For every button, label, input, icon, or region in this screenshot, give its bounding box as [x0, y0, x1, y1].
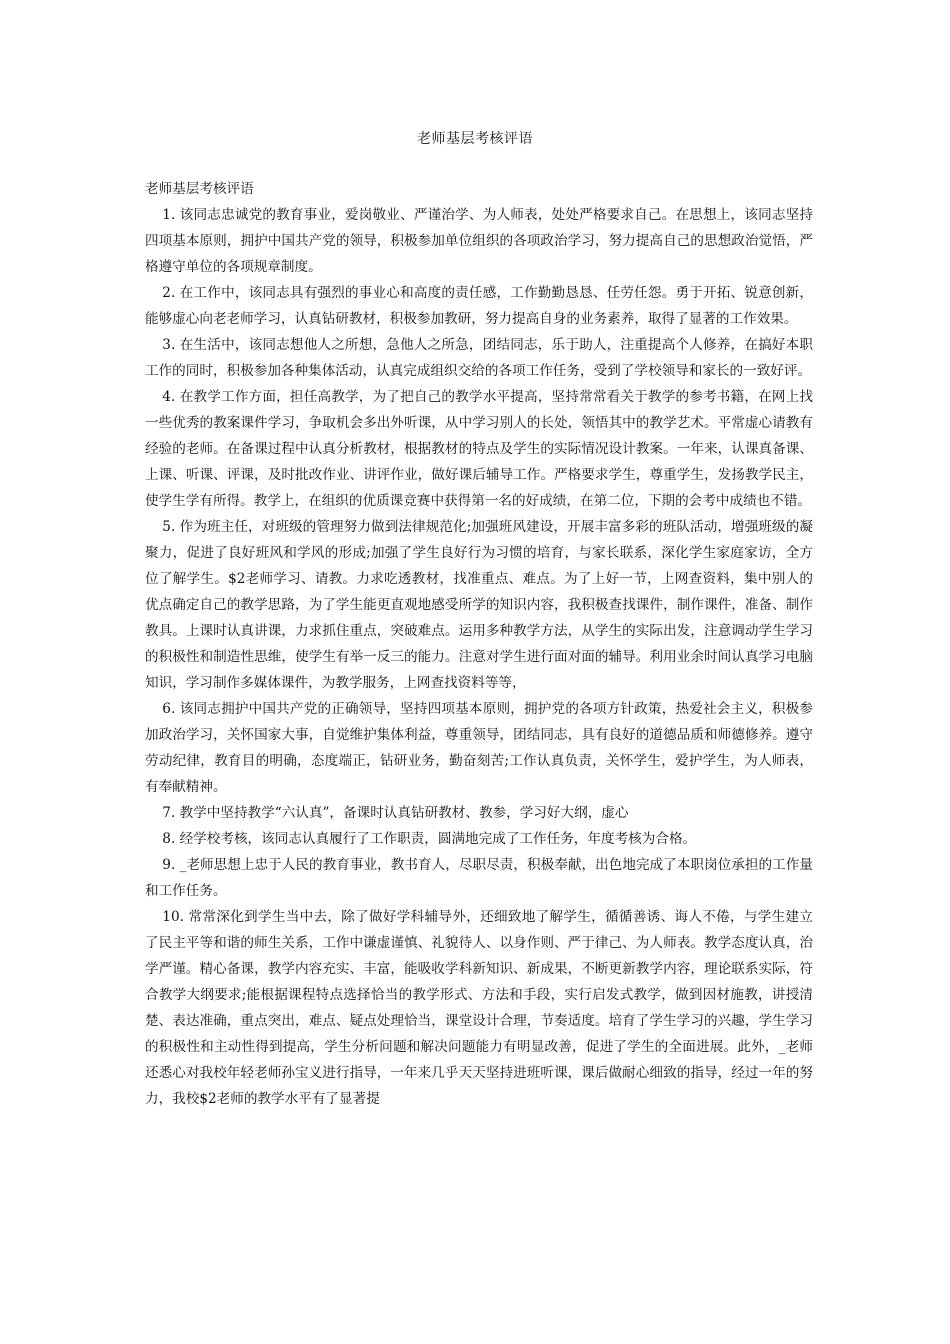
document-body: [145, 176, 813, 1112]
document-title: 老师基层考核评语: [417, 131, 533, 147]
paragraph-item-10: 10. 常常深化到学生当中去，除了做好学科辅导外，还细致地了解学生，循循善诱、诲人不倦，与学生建立了民主平等和谐的师生关系，工作中谦虚谨慎、礼貌待人、以身作则、严于律己、为人师表。教学态度认真，治学严谨。精心备课，教学内容充实、丰富，能吸收学科新知识、新成果，不断更新教学内容，理论联系实际，符合教学大纲要求;能根据课程特点选择恰当的教学形式、方法和手段，实行启发式教学，做到因材施教，讲授清楚、表达准确，重点突出，难点、疑点处理恰当，课堂设计合理，节奏适度。培育了学生学习的兴趣，学生学习的积极性和主动性得到提高，学生分析问题和解决问题能力有明显改善，促进了学生的全面进展。此外，_老师还悉心对我校年轻老师孙宝义进行指导，一年来几乎天天坚持进班听课，课后做耐心细致的指导，经过一年的努力，我校$2老师的教学水平有了显著提: [145, 909, 813, 1107]
paragraph-item-1: 1. 该同志忠诚党的教育事业，爱岗敬业、严谨治学、为人师表，处处严格要求自己。在思想上，该同志坚持四项基本原则，拥护中国共产党的领导，积极参加单位组织的各项政治学习，努力提高自己的思想政治觉悟，严格遵守单位的各项规章制度。: [145, 207, 813, 275]
paragraph-item-5: 5. 作为班主任，对班级的管理努力做到法律规范化;加强班风建设，开展丰富多彩的班队活动，增强班级的凝聚力，促进了良好班风和学风的形成;加强了学生良好行为习惯的培育，与家长联系，深化学生家庭家访，全方位了解学生。$2老师学习、请教。力求吃透教材，找准重点、难点。为了上好一节，上网查资料，集中别人的优点确定自己的教学思路，为了学生能更直观地感受所学的知识内容，我积极查找课件，制作课件，准备、制作教具。上课时认真讲课，力求抓住重点，突破难点。运用多种教学方法，从学生的实际出发，注意调动学生学习的积极性和制造性思维，使学生有举一反三的能力。注意对学生进行面对面的辅导。利用业余时间认真学习电脑知识，学习制作多媒体课件，为教学服务，上网查找资料等等，: [145, 519, 813, 691]
paragraph-item-4: 4. 在教学工作方面，担任高教学，为了把自己的教学水平提高，坚持常常看关于教学的参考书籍，在网上找一些优秀的教案课件学习，争取机会多出外听课，从中学习别人的长处，领悟其中的教学艺术。平常虚心请教有经验的老师。在备课过程中认真分析教材，根据教材的特点及学生的实际情况设计教案。一年来，认课真备课、上课、听课、评课，及时批改作业、讲评作业，做好课后辅导工作。严格要求学生，尊重学生，发扬教学民主，使学生学有所得。教学上，在组织的优质课竞赛中获得第一名的好成绩，在第二位，下期的会考中成绩也不错。: [145, 389, 813, 509]
paragraph-item-8: 8. 经学校考核，该同志认真履行了工作职责，圆满地完成了工作任务，年度考核为合格。: [162, 831, 697, 847]
document-subtitle: 老师基层考核评语: [145, 181, 254, 197]
paragraph-item-2: 2. 在工作中，该同志具有强烈的事业心和高度的责任感，工作勤勤恳恳、任劳任怨。勇于开拓、锐意创新，能够虚心向老老师学习，认真钻研教材，积极参加教研，努力提高自身的业务素养，取得了显著的工作效果。: [145, 285, 813, 327]
paragraph-item-7: 7. 教学中坚持教学“六认真”，备课时认真钻研教材、教参，学习好大纲，虚心: [162, 805, 629, 821]
paragraph-item-6: 6. 该同志拥护中国共产党的正确领导，坚持四项基本原则，拥护党的各项方针政策，热爱社会主义，积极参加政治学习，关怀国家大事，自觉维护集体利益，尊重领导，团结同志，具有良好的道德品质和师德修养。遵守劳动纪律，教育目的明确，态度端正，钻研业务，勤奋刻苦;工作认真负责，关怀学生，爱护学生，为人师表，有奉献精神。: [145, 701, 813, 795]
paragraph-item-3: 3. 在生活中，该同志想他人之所想，急他人之所急，团结同志，乐于助人，注重提高个人修养，在搞好本职工作的同时，积极参加各种集体活动，认真完成组织交给的各项工作任务，受到了学校领导和家长的一致好评。: [145, 337, 813, 379]
paragraph-item-9: 9. _老师思想上忠于人民的教育事业，教书育人，尽职尽责，积极奉献，出色地完成了本职岗位承担的工作量和工作任务。: [145, 857, 813, 899]
